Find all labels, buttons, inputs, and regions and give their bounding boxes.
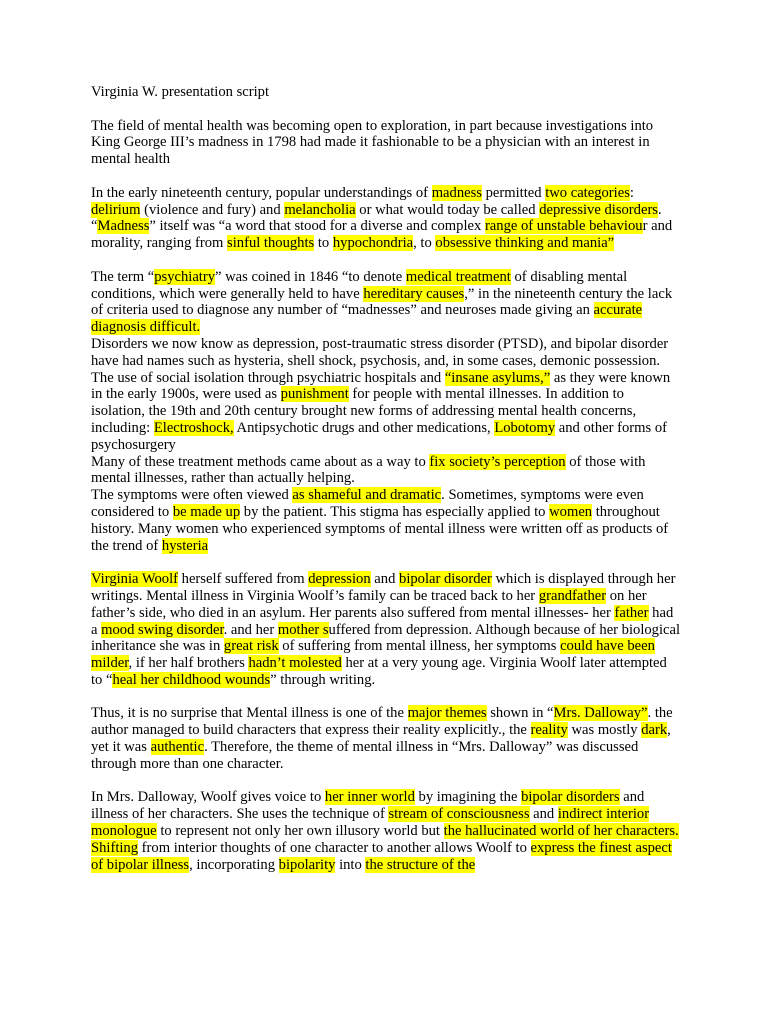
highlighted-text: heal her childhood wounds (112, 671, 271, 688)
paragraph (91, 789, 681, 873)
text-run: to represent not only her own illusory world but (156, 823, 444, 840)
highlighted-text: two categories (545, 184, 630, 201)
highlighted-text: dark (641, 722, 668, 739)
text-run: The term “ (91, 268, 155, 285)
text-run: of suffering from mental illness, her symptoms (278, 638, 561, 655)
highlighted-text: her inner world (324, 789, 415, 806)
highlighted-text: mood swing disorder (101, 621, 224, 638)
paragraph (91, 269, 681, 336)
text-run: by the patient. This stigma has especially applied to (240, 503, 550, 520)
text-run: her at a very young age. Virginia Woolf later attempted to “ (91, 655, 667, 688)
text-run: on her father’s side, who died in an asylum. Her parents also suffered from mental illnesses- her (91, 587, 647, 621)
highlighted-text: “insane asylums,” (444, 369, 551, 386)
highlighted-text: stream of consciousness (388, 806, 530, 823)
highlighted-text: the structure of the (365, 856, 476, 873)
paragraph (91, 487, 681, 554)
text-run: . and her (223, 621, 278, 638)
highlighted-text: bipolarity (278, 856, 336, 873)
highlighted-text: indirect interior monologue (91, 806, 650, 840)
text-run: Antipsychotic drugs and other medications, (233, 419, 495, 436)
highlighted-text: mother s (277, 621, 329, 638)
highlighted-text: hereditary causes (363, 285, 465, 302)
text-run: . “ (91, 201, 662, 235)
text-run: shown in “ (486, 705, 554, 722)
text-run: had a (91, 604, 674, 638)
paragraph (91, 571, 681, 689)
highlighted-text: medical treatment (405, 268, 511, 285)
text-run: r and morality, ranging from (91, 218, 673, 252)
text-run: and (370, 571, 400, 588)
text-run: (violence and fury) and (140, 201, 285, 218)
text-run: The use of social isolation through psychiatric hospitals and (91, 369, 445, 386)
text-run: , incorporating (189, 856, 279, 873)
highlighted-text: psychiatry (154, 268, 216, 285)
text-run: which is displayed through her writings. Mental illness in Virginia Woolf’s family can be traced back to her (91, 571, 676, 604)
highlighted-text: hysteria (161, 537, 209, 554)
text-run: Many of these treatment methods came about as a way to (91, 453, 430, 470)
highlighted-text: depression (308, 571, 371, 588)
text-run: In the early nineteenth century, popular understandings of (91, 184, 432, 201)
highlighted-text: reality (530, 722, 568, 739)
text-run: was mostly (567, 722, 642, 739)
highlighted-text: accurate diagnosis difficult. (91, 302, 643, 336)
highlighted-text: Electroshock, (153, 419, 234, 436)
text-run: uffered from depression. Although because of her biological inheritance she was in (91, 621, 681, 655)
text-run: The field of mental health was becoming open to exploration, in part because investigations into King George III’s madness in 1798 had made it fashionable to be a physician with an interest in mental health (91, 117, 654, 168)
text-run: and (529, 806, 558, 823)
highlighted-text: authentic (150, 739, 205, 756)
text-run: ,” in the nineteenth century the lack of criteria used to diagnose any number of “madnesses” and neuroses made giving an (91, 285, 673, 319)
text-run: from interior thoughts of one character to another allows Woolf to (138, 839, 531, 856)
highlighted-text: punishment (280, 386, 349, 403)
highlighted-text: Virginia Woolf (91, 571, 178, 588)
text-run: , yet it was (91, 722, 671, 756)
highlighted-text: be made up (172, 503, 241, 520)
text-run: ” through writing. (270, 671, 376, 688)
text-run: permitted (481, 184, 546, 201)
text-run: , if her half brothers (128, 655, 249, 672)
text-run: and other forms of psychosurgery (91, 419, 667, 453)
text-run: ” itself was “a word that stood for a diverse and complex (149, 218, 485, 235)
highlighted-text: the hallucinated world of her characters. Shifting (91, 823, 679, 856)
text-run: of disabling mental conditions, which were generally held to have (91, 268, 628, 302)
text-run: into (335, 856, 366, 873)
highlighted-text: depressive disorders (539, 201, 658, 218)
text-run: and illness of her characters. She uses the technique of (91, 789, 645, 823)
highlighted-text: bipolar disorders (521, 789, 620, 806)
document-body (91, 84, 681, 873)
highlighted-text: great risk (223, 638, 279, 655)
highlighted-text: range of unstable behaviou (484, 218, 643, 235)
highlighted-text: major themes (407, 705, 487, 722)
text-run: , to (413, 235, 436, 252)
highlighted-text: as shameful and dramatic (292, 487, 442, 504)
document-title: Virginia W. presentation script (91, 84, 270, 100)
highlighted-text: hypochondria (332, 235, 414, 252)
highlighted-text: sinful thoughts (227, 235, 315, 252)
text-run: Thus, it is no surprise that Mental illness is one of the (91, 705, 408, 722)
paragraph (91, 454, 681, 488)
paragraph (91, 370, 681, 454)
highlighted-text: melancholia (284, 201, 356, 218)
text-run: In Mrs. Dalloway, Woolf gives voice to (91, 789, 325, 806)
text-run: herself suffered from (178, 571, 309, 588)
highlighted-text: could have been milder (91, 638, 655, 672)
document-paragraphs (91, 118, 681, 874)
text-run: . Therefore, the theme of mental illness in “Mrs. Dalloway” was discussed through more than one character. (91, 739, 639, 772)
text-run: . the author managed to build characters that express their reality explicitly., the (91, 705, 673, 739)
text-run: ” was coined in 1846 “to denote (215, 268, 406, 285)
highlighted-text: father (614, 604, 649, 621)
text-run: Disorders we now know as depression, post-traumatic stress disorder (PTSD), and bipolar disorder have had names such as hysteria, shell shock, psychosis, and, in some cases, demonic possession. (91, 335, 669, 369)
paragraph (91, 705, 681, 772)
text-run: for people with mental illnesses. In addition to isolation, the 19th and 20th century brought new forms of addressing mental health concerns, including: (91, 386, 637, 436)
text-run: by imagining the (414, 789, 522, 806)
text-run: throughout history. Many women who experienced symptoms of mental illness were written off as products of the trend of (91, 503, 669, 554)
highlighted-text: hadn’t molested (248, 655, 342, 672)
highlighted-text: delirium (91, 201, 141, 218)
text-run: The symptoms were often viewed (91, 487, 293, 504)
text-run: or what would today be called (355, 201, 540, 218)
highlighted-text: express the finest aspect of bipolar illness (91, 839, 672, 873)
highlighted-text: fix society’s perception (429, 453, 566, 470)
highlighted-text: women (549, 503, 593, 520)
highlighted-text: Mrs. Dalloway” (553, 705, 648, 722)
paragraph (91, 185, 681, 252)
highlighted-text: bipolar disorder (399, 571, 492, 588)
highlighted-text: obsessive thinking and mania” (435, 235, 615, 252)
paragraph (91, 118, 681, 168)
highlighted-text: grandfather (538, 587, 607, 604)
highlighted-text: Madness (97, 218, 150, 235)
text-run: to (314, 235, 333, 252)
text-run: of those with mental illnesses, rather than actually helping. (91, 453, 646, 487)
highlighted-text: madness (431, 184, 482, 201)
highlighted-text: Lobotomy (494, 419, 556, 436)
text-run: . Sometimes, symptoms were even considered to (91, 487, 644, 520)
paragraph (91, 336, 681, 370)
text-run: as they were known in the early 1900s, were used as (91, 369, 671, 403)
text-run: : (629, 184, 634, 201)
